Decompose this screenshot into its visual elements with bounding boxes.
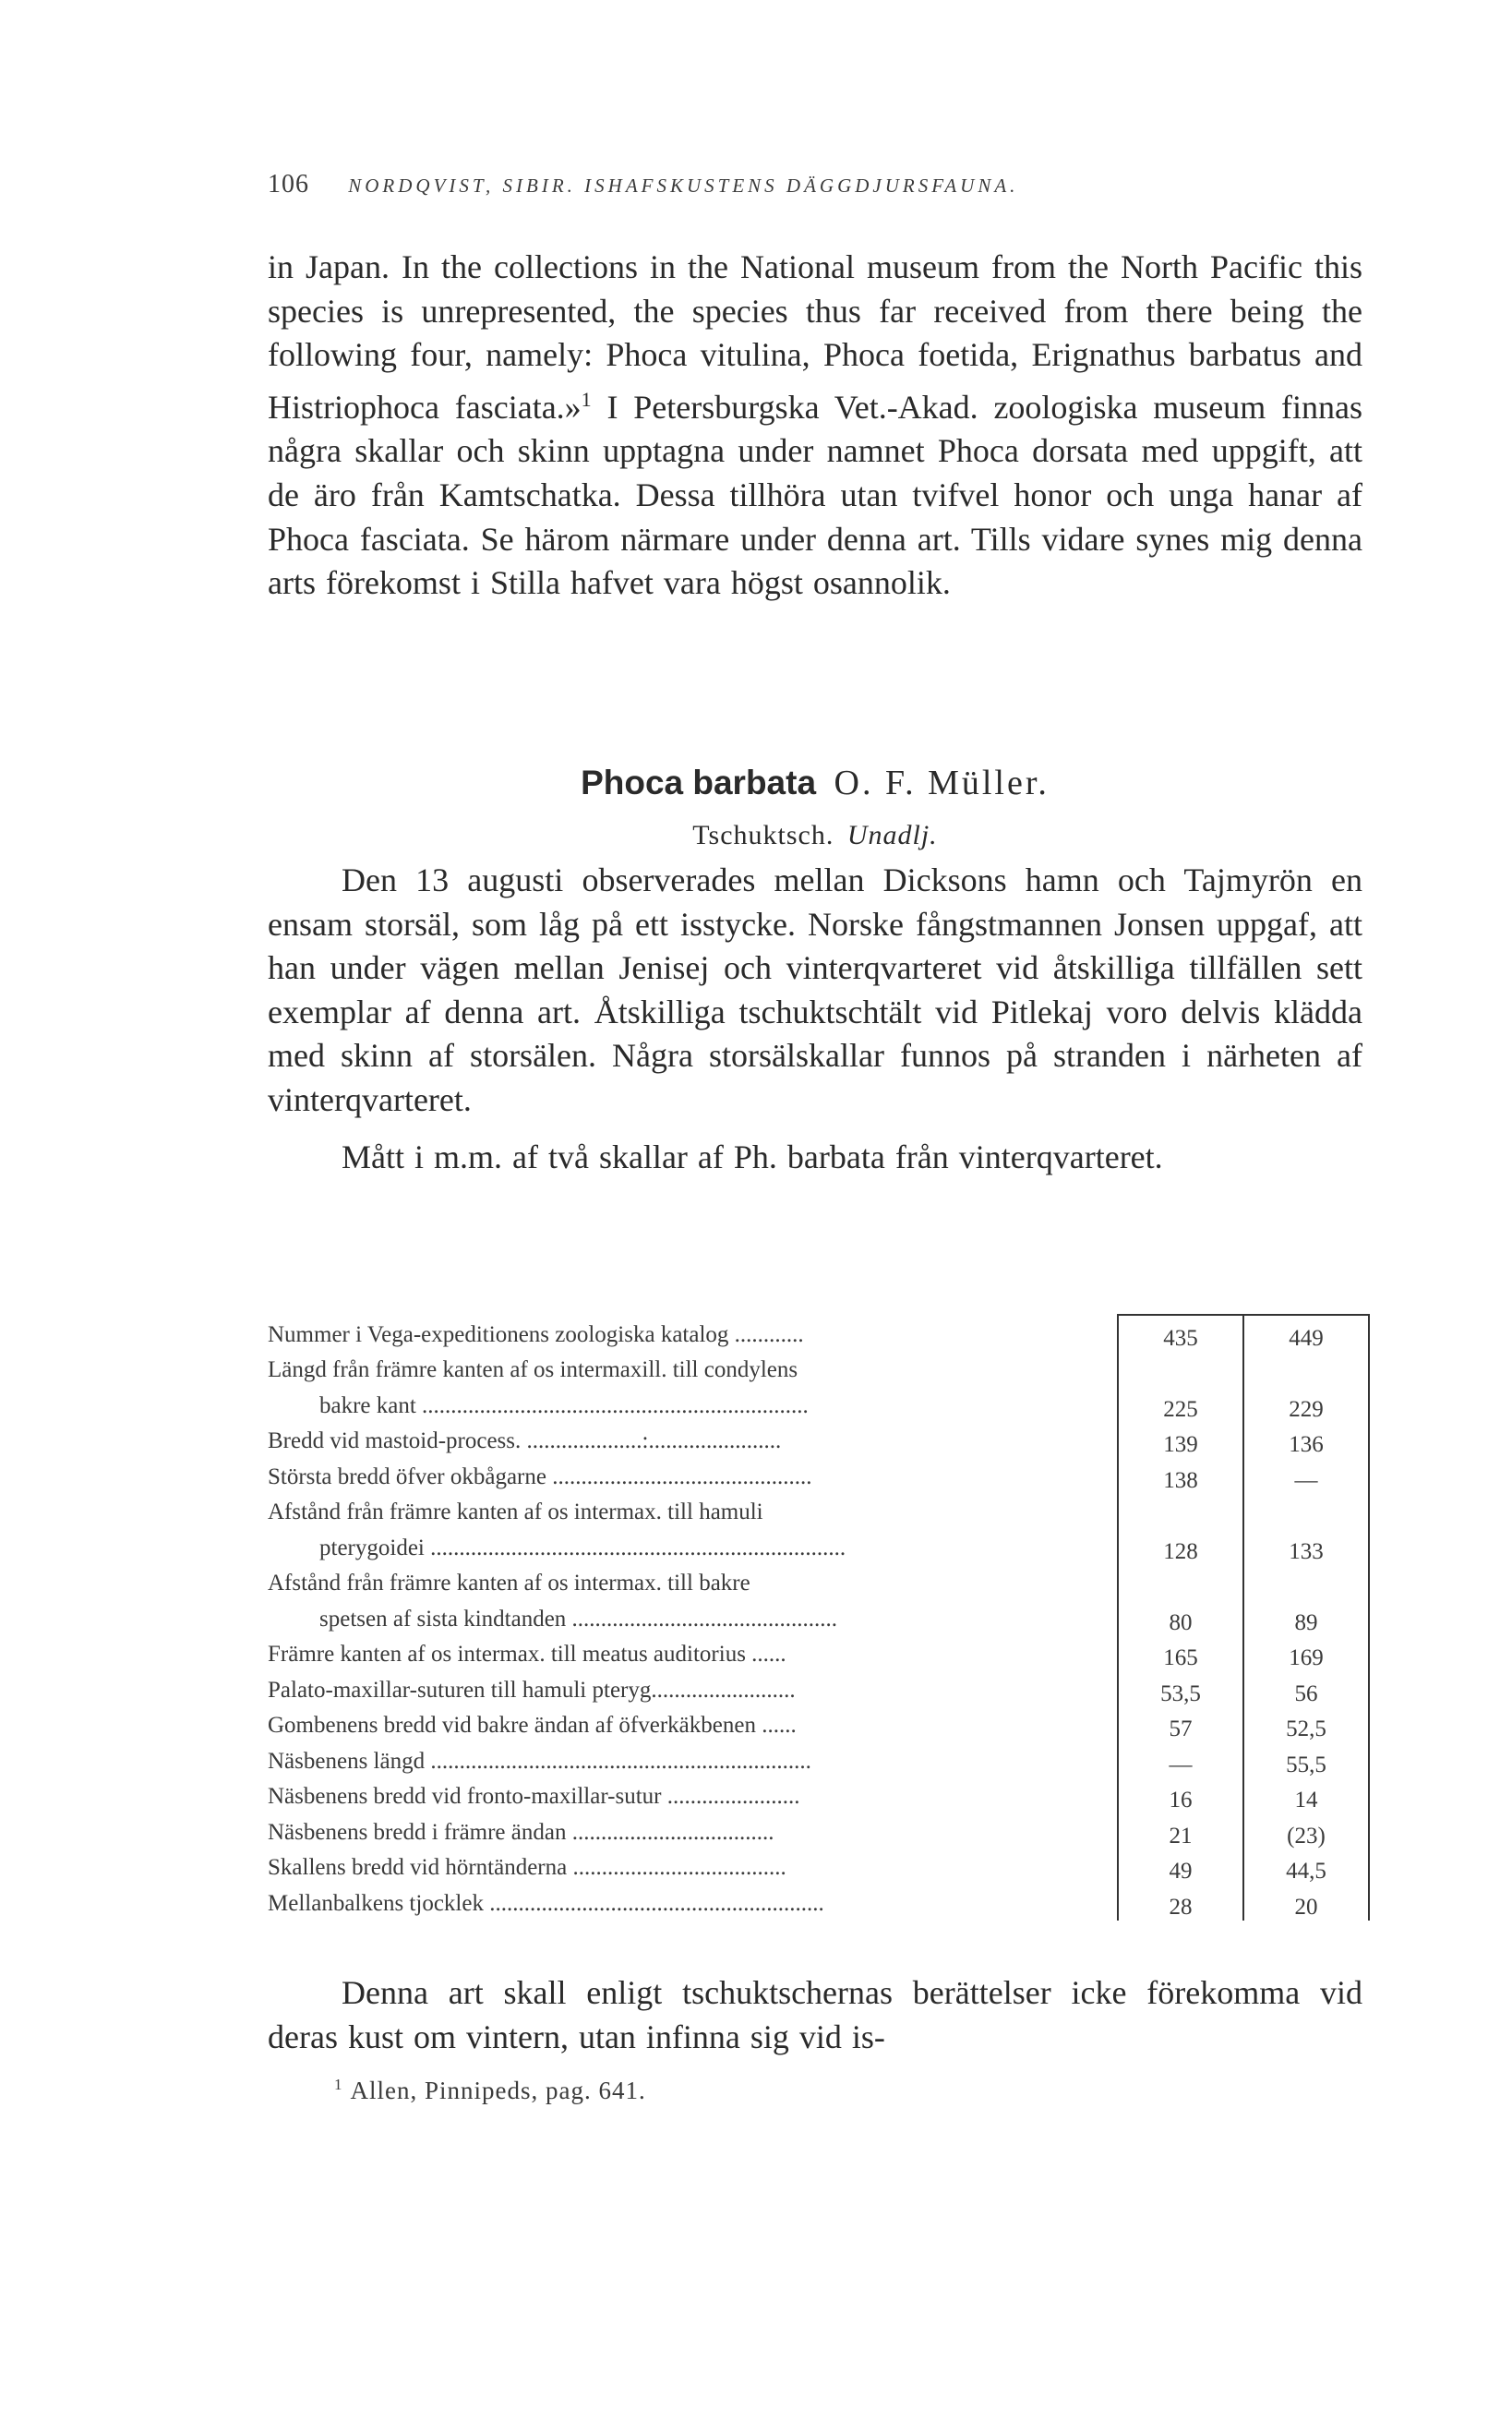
skull-449-value (1243, 1565, 1369, 1601)
skull-449-value: 136 (1243, 1423, 1369, 1459)
measurement-label-cell (268, 1849, 1118, 1885)
table-row (268, 1494, 1369, 1530)
skull-435-value: 49 (1118, 1849, 1243, 1885)
footnote-marker: 1 (334, 2076, 343, 2093)
table-row (268, 1671, 1369, 1707)
measurement-label: spetsen af sista kindtanden .............................................. (319, 1606, 838, 1632)
measurement-label-cell (268, 1778, 1118, 1814)
footnote-text: Allen, Pinnipeds, pag. 641. (350, 2077, 646, 2104)
measurement-label: Näsbenens bredd vid fronto-maxillar-sutur ....................... (268, 1784, 800, 1809)
page-number: 106 (268, 170, 309, 199)
measurement-label: Afstånd från främre kanten af os intermax. till hamuli (268, 1500, 763, 1524)
measurement-label-cell (268, 1423, 1118, 1459)
skull-435-value (1118, 1352, 1243, 1388)
skull-435-value: 128 (1118, 1529, 1243, 1565)
table-row (268, 1849, 1369, 1885)
skull-449-value: 52,5 (1243, 1707, 1369, 1743)
skull-435-value: 80 (1118, 1600, 1243, 1636)
paragraph-text: Den 13 augusti observerades mellan Dicksons hamn och Tajmyrön en ensam storsäl, som låg på ett isstycke. Norske fångstmannen Jonsen uppgaf, att han under vägen mellan Jenisej och vinterqvarteret vid åtskilliga tillfällen sett exemplar af denna art. Åtskilliga tschuktschtält vid Pitlekaj voro delvis klädda med skinn af storsälen. Några storsälskallar funnos på stranden i närheten af vinterqvarteret. (268, 861, 1362, 1118)
paragraph-text: in Japan. In the collections in the National museum from the North Pacific this species is unrepresented, the species thus far received from there being the following four, namely: Phoca vitulina, Phoca foetida, Erignathus barbatus and Histriophoca fasciata.» (268, 248, 1362, 426)
skull-435-value (1118, 1565, 1243, 1601)
paragraph-observations (268, 859, 1362, 1123)
table-row (268, 1423, 1369, 1459)
skull-449-value: 14 (1243, 1778, 1369, 1814)
measurement-label: Gombenens bredd vid bakre ändan af öfverkäkbenen ...... (268, 1713, 797, 1738)
running-title: NORDQVIST, SIBIR. ISHAFSKUSTENS DÄGGDJURSFAUNA. (348, 175, 1019, 197)
measurement-label: Längd från främre kanten af os intermaxill. till condylens (268, 1357, 798, 1382)
skull-435-value: 28 (1118, 1885, 1243, 1921)
species-subheading (268, 820, 1362, 851)
local-name: Unadlj. (846, 820, 938, 850)
measurement-label-cell (268, 1494, 1118, 1530)
skull-435-value (1118, 1494, 1243, 1530)
native-language-label: Tschuktsch. (692, 820, 834, 850)
measurement-label-cell (268, 1813, 1118, 1849)
table-row (268, 1813, 1369, 1849)
skull-435-value: 165 (1118, 1636, 1243, 1672)
measurement-label-cell (268, 1707, 1118, 1743)
measurement-label: Afstånd från främre kanten af os intermax. till bakre (268, 1571, 750, 1596)
table-row (268, 1565, 1369, 1601)
table-row (268, 1352, 1369, 1388)
skull-435-value: — (1118, 1742, 1243, 1778)
measurement-label: Mellanbalkens tjocklek .......................................................... (268, 1890, 824, 1916)
table-row (268, 1778, 1369, 1814)
skull-449-value (1243, 1494, 1369, 1530)
measurement-label: Främre kanten af os intermax. till meatus auditorius ...... (268, 1642, 786, 1667)
measurement-label-cell (268, 1636, 1118, 1672)
skull-449-value: 133 (1243, 1529, 1369, 1565)
skull-435-value: 16 (1118, 1778, 1243, 1814)
measurement-label: Skallens bredd vid hörntänderna ..................................... (268, 1855, 786, 1880)
skull-449-value: 55,5 (1243, 1742, 1369, 1778)
table-row (268, 1885, 1369, 1921)
paragraph-measurements-intro (268, 1136, 1362, 1180)
table-row (268, 1387, 1369, 1423)
species-name: Phoca barbata (581, 764, 817, 801)
table-row (268, 1458, 1369, 1494)
measurement-label-cell (268, 1671, 1118, 1707)
measurement-label-cell (268, 1458, 1118, 1494)
skull-449-value: 229 (1243, 1387, 1369, 1423)
paragraph-intro (268, 246, 1362, 606)
footnote-reference: 1 (581, 387, 592, 411)
skull-435-value: 21 (1118, 1813, 1243, 1849)
skull-435-value: 225 (1118, 1387, 1243, 1423)
footnote (334, 2076, 646, 2105)
skull-435-value: 139 (1118, 1423, 1243, 1459)
paragraph-text-continued: I Petersburgska Vet.-Akad. zoologiska museum finnas några skallar och skinn upptagna under namnet Phoca dorsata med uppgift, att de äro från Kamtschatka. Dessa tillhöra utan tvifvel honor och unga hanar af Phoca fasciata. Se härom närmare under denna art. Tills vidare synes mig denna arts förekomst i Stilla hafvet vara högst osannolik. (268, 388, 1362, 602)
measurement-label-cell (268, 1387, 1118, 1423)
measurement-label-cell (268, 1600, 1118, 1636)
page-header (268, 170, 1357, 199)
measurement-label: bakre kant ................................................................... (319, 1392, 809, 1418)
measurement-label-cell (268, 1565, 1118, 1601)
measurement-label-cell (268, 1885, 1118, 1921)
table-row (268, 1600, 1369, 1636)
measurement-label-cell (268, 1315, 1118, 1352)
skull-435-value: 57 (1118, 1707, 1243, 1743)
measurement-label-cell (268, 1352, 1118, 1388)
table-row (268, 1636, 1369, 1672)
skull-449-value: — (1243, 1458, 1369, 1494)
skull-435-value: 138 (1118, 1458, 1243, 1494)
measurements-table (268, 1314, 1370, 1921)
skull-449-value: 20 (1243, 1885, 1369, 1921)
table-row (268, 1707, 1369, 1743)
table-row (268, 1529, 1369, 1565)
measurement-label: Näsbenens längd .................................................................. (268, 1748, 811, 1774)
skull-449-value: 449 (1243, 1315, 1369, 1352)
skull-449-value: 89 (1243, 1600, 1369, 1636)
skull-449-value (1243, 1352, 1369, 1388)
table-row (268, 1315, 1369, 1352)
measurement-label: Näsbenens bredd i främre ändan ................................... (268, 1819, 774, 1845)
measurement-label: Palato-maxillar-suturen till hamuli pteryg......................... (268, 1677, 796, 1703)
table-row (268, 1742, 1369, 1778)
measurement-label: Nummer i Vega-expeditionens zoologiska katalog ............ (268, 1321, 804, 1347)
skull-449-value: (23) (1243, 1813, 1369, 1849)
paragraph-text: Mått i m.m. af två skallar af Ph. barbata från vinterqvarteret. (342, 1138, 1163, 1175)
skull-449-value: 169 (1243, 1636, 1369, 1672)
paragraph-closing (268, 1971, 1362, 2059)
skull-435-value: 435 (1118, 1315, 1243, 1352)
species-author: O. F. Müller. (834, 764, 1050, 802)
species-heading (268, 763, 1362, 803)
measurement-label: pterygoidei ........................................................................ (319, 1535, 846, 1560)
measurement-label-cell (268, 1529, 1118, 1565)
skull-435-value: 53,5 (1118, 1671, 1243, 1707)
measurement-label: Största bredd öfver okbågarne ............................................. (268, 1463, 812, 1489)
skull-449-value: 56 (1243, 1671, 1369, 1707)
measurement-label-cell (268, 1742, 1118, 1778)
measurement-label: Bredd vid mastoid-process. ....................:....................... (268, 1428, 782, 1453)
paragraph-text: Denna art skall enligt tschuktschernas berättelser icke förekomma vid deras kust om vintern, utan infinna sig vid is- (268, 1974, 1362, 2055)
skull-449-value: 44,5 (1243, 1849, 1369, 1885)
